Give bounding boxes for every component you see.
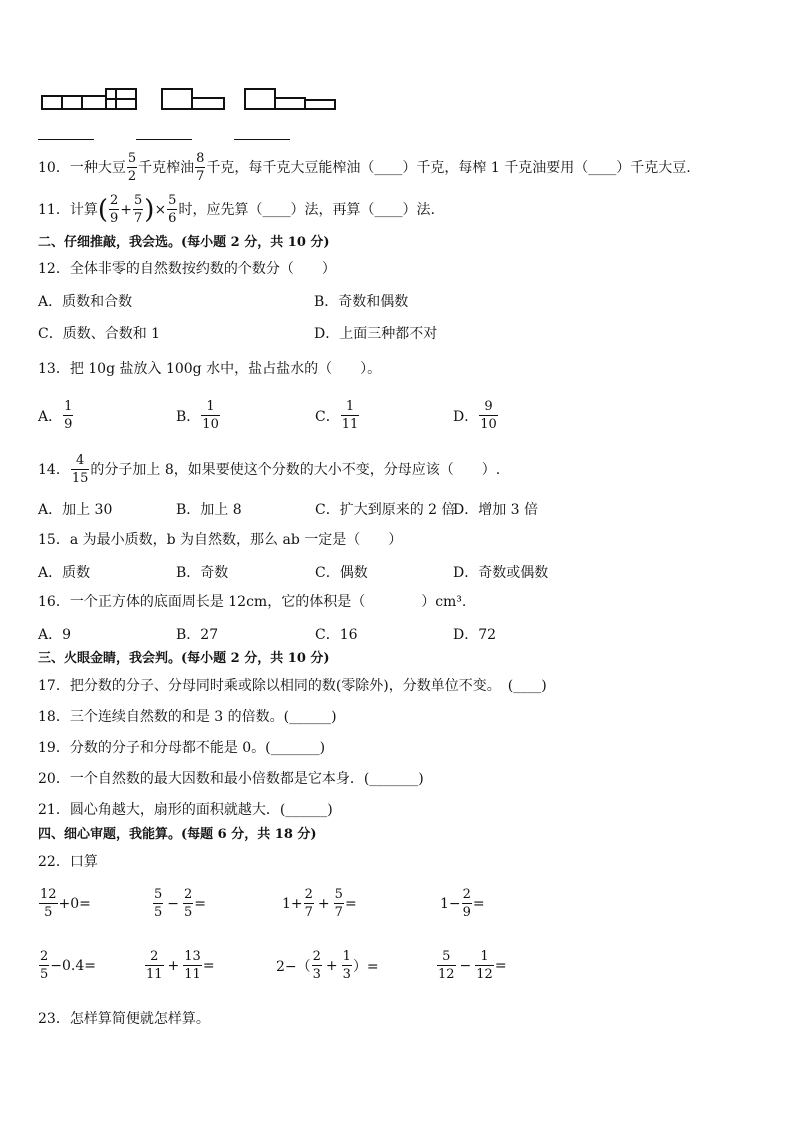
q15-option-b[interactable]: B．奇数 bbox=[176, 565, 229, 581]
answer-line-3 bbox=[234, 139, 290, 140]
fraction bbox=[153, 888, 163, 919]
q13-option-c[interactable] bbox=[315, 400, 360, 431]
question-18: 18．三个连续自然数的和是 3 的倍数。(______) bbox=[38, 709, 337, 725]
q14-option-d[interactable]: D．增加 3 倍 bbox=[453, 502, 539, 518]
question-number: 11．计算 bbox=[38, 201, 98, 218]
text: 1− bbox=[440, 895, 461, 912]
numerator: 2 bbox=[312, 949, 321, 964]
denominator: 9 bbox=[64, 417, 73, 432]
section-4-heading: 四、细心审题，我能算。(每题 6 分，共 18 分) bbox=[38, 827, 317, 842]
q14-option-a[interactable]: A．加上 30 bbox=[38, 502, 113, 518]
fraction bbox=[201, 400, 220, 431]
question-13: 13．把 10g 盐放入 100g 水中，盐占盐水的（ ）。 bbox=[38, 361, 382, 377]
denominator: 11 bbox=[341, 417, 359, 432]
fraction bbox=[133, 194, 143, 225]
text: 千克，每千克大豆能榨油（ bbox=[206, 159, 375, 176]
numerator: 1 bbox=[341, 400, 360, 416]
denominator: 11 bbox=[146, 967, 163, 982]
denominator: 3 bbox=[342, 967, 351, 982]
operator: − bbox=[167, 895, 180, 912]
numerator: 5 bbox=[334, 887, 343, 902]
numerator: 12 bbox=[40, 887, 57, 902]
calc-item-8 bbox=[436, 950, 507, 981]
fraction bbox=[63, 400, 73, 431]
fraction bbox=[304, 888, 314, 919]
fraction bbox=[145, 950, 164, 981]
fraction bbox=[437, 950, 456, 981]
text: = bbox=[472, 895, 485, 912]
numerator: 5 bbox=[154, 887, 163, 902]
q13-option-a[interactable] bbox=[38, 400, 74, 431]
q14-option-b[interactable]: B．加上 8 bbox=[176, 502, 242, 518]
question-12: 12．全体非零的自然数按约数的个数分（ ） bbox=[38, 261, 336, 277]
text: −0.4= bbox=[50, 957, 97, 974]
text: ）千克，每榨 1 千克油要用（ bbox=[402, 159, 589, 176]
denominator: 5 bbox=[184, 905, 193, 920]
fraction bbox=[167, 194, 177, 225]
question-number: 10． bbox=[38, 159, 70, 176]
text: = bbox=[202, 957, 215, 974]
q12-option-c[interactable]: C．质数、合数和 1 bbox=[38, 326, 161, 342]
section-3-heading: 三、火眼金睛，我会判。(每小题 2 分，共 10 分) bbox=[38, 651, 330, 666]
denominator: 5 bbox=[44, 905, 53, 920]
denominator: 10 bbox=[202, 417, 219, 432]
numerator: 13 bbox=[184, 949, 201, 964]
fraction bbox=[127, 152, 137, 183]
text: 2−（ bbox=[276, 958, 311, 975]
calc-item-5 bbox=[38, 950, 96, 981]
operator: + bbox=[167, 957, 180, 974]
denominator: 3 bbox=[312, 967, 321, 982]
denominator: 12 bbox=[438, 967, 455, 982]
numerator: 1 bbox=[342, 949, 351, 964]
question-15: 15．a 为最小质数，b 为自然数，那么 ab 一定是（ ） bbox=[38, 532, 403, 548]
denominator: 10 bbox=[480, 417, 497, 432]
denominator: 7 bbox=[334, 905, 343, 920]
text: 时，应先算（ bbox=[178, 201, 263, 218]
fraction bbox=[109, 194, 119, 225]
option-letter: B． bbox=[176, 408, 201, 425]
q16-option-d[interactable]: D．72 bbox=[453, 627, 497, 643]
numerator: 2 bbox=[184, 887, 193, 902]
q16-option-b[interactable]: B．27 bbox=[176, 627, 219, 643]
fraction bbox=[39, 950, 49, 981]
option-letter: D． bbox=[453, 408, 479, 425]
fraction bbox=[195, 152, 205, 183]
question-10 bbox=[38, 152, 691, 183]
answer-blank[interactable]: ____ bbox=[374, 159, 403, 176]
numerator: 2 bbox=[109, 193, 119, 208]
question-14 bbox=[38, 454, 500, 485]
operator: + bbox=[317, 895, 330, 912]
denominator: 15 bbox=[71, 471, 89, 486]
q13-option-d[interactable] bbox=[453, 400, 499, 431]
question-16: 16．一个正方体的底面周长是 12cm，它的体积是（ ）cm³. bbox=[38, 594, 467, 610]
numerator: 2 bbox=[462, 887, 471, 902]
answer-blank[interactable]: ____ bbox=[374, 201, 403, 218]
text: 千克榨油 bbox=[138, 159, 195, 176]
numerator: 9 bbox=[479, 400, 498, 416]
answer-blank[interactable]: ____ bbox=[262, 201, 291, 218]
calc-item-2 bbox=[152, 888, 206, 919]
fraction bbox=[71, 454, 90, 485]
operator: + bbox=[120, 201, 132, 218]
question-number: 14． bbox=[38, 461, 70, 478]
calc-item-1 bbox=[38, 888, 91, 919]
q13-option-b[interactable] bbox=[176, 400, 221, 431]
numerator: 8 bbox=[196, 151, 205, 166]
denominator: 5 bbox=[40, 967, 49, 982]
q16-option-a[interactable]: A．9 bbox=[38, 627, 72, 643]
fraction bbox=[312, 950, 322, 981]
text: ）= bbox=[352, 958, 379, 975]
denominator: 7 bbox=[134, 211, 143, 226]
denominator: 9 bbox=[462, 905, 471, 920]
numerator: 5 bbox=[168, 193, 177, 208]
question-20: 20．一个自然数的最大因数和最小倍数都是它本身．(_______) bbox=[38, 771, 424, 787]
text: 一种大豆 bbox=[69, 159, 126, 176]
answer-blank[interactable]: ____ bbox=[588, 159, 617, 176]
q12-option-d[interactable]: D．上面三种都不对 bbox=[314, 326, 438, 342]
operator: − bbox=[459, 957, 472, 974]
q12-option-a[interactable]: A．质数和合数 bbox=[38, 294, 133, 310]
calc-item-4 bbox=[440, 888, 485, 919]
q12-option-b[interactable]: B．奇数和偶数 bbox=[314, 294, 409, 310]
numerator: 2 bbox=[304, 887, 313, 902]
numerator: 1 bbox=[475, 950, 494, 966]
denominator: 7 bbox=[196, 169, 205, 184]
section-2-heading: 二、仔细推敲，我会选。(每小题 2 分，共 10 分) bbox=[38, 235, 330, 250]
fraction bbox=[39, 888, 58, 919]
q16-option-c[interactable]: C．16 bbox=[315, 627, 358, 643]
numerator: 1 bbox=[64, 399, 73, 414]
text: = bbox=[494, 957, 507, 974]
denominator: 12 bbox=[476, 967, 493, 982]
question-22-title: 22．口算 bbox=[38, 854, 98, 870]
fraction bbox=[475, 950, 494, 981]
denominator: 6 bbox=[168, 211, 177, 226]
numerator: 4 bbox=[71, 454, 90, 470]
header-box-graphic bbox=[40, 86, 340, 116]
text: ）法，再算（ bbox=[290, 201, 375, 218]
numerator: 1 bbox=[201, 400, 220, 416]
option-letter: C． bbox=[315, 408, 340, 425]
fraction bbox=[183, 950, 202, 981]
fraction bbox=[342, 950, 352, 981]
calc-item-6 bbox=[144, 950, 215, 981]
denominator: 9 bbox=[109, 211, 119, 226]
q15-option-c[interactable]: C．偶数 bbox=[315, 565, 368, 581]
q15-option-d[interactable]: D．奇数或偶数 bbox=[453, 565, 549, 581]
denominator: 7 bbox=[304, 905, 313, 920]
fraction bbox=[334, 888, 344, 919]
paren: ) bbox=[144, 194, 155, 225]
operator: + bbox=[325, 957, 338, 974]
fraction bbox=[341, 400, 360, 431]
answer-line-1 bbox=[38, 139, 94, 140]
calc-item-7 bbox=[276, 950, 379, 981]
text: ）法. bbox=[402, 201, 435, 218]
operator: × bbox=[154, 201, 167, 218]
numerator: 5 bbox=[134, 193, 143, 208]
paren: ( bbox=[97, 194, 108, 225]
numerator: 5 bbox=[127, 151, 137, 166]
denominator: 5 bbox=[154, 905, 163, 920]
question-21: 21．圆心角越大，扇形的面积就越大．(______) bbox=[38, 802, 333, 818]
fraction bbox=[462, 888, 472, 919]
question-17: 17．把分数的分子、分母同时乘或除以相同的数(零除外)，分数单位不变。 (____) bbox=[38, 678, 547, 694]
question-23: 23．怎样算简便就怎样算。 bbox=[38, 1011, 210, 1027]
text: 1+ bbox=[282, 895, 303, 912]
denominator: 2 bbox=[127, 169, 137, 184]
text: +0= bbox=[58, 895, 91, 912]
q15-option-a[interactable]: A．质数 bbox=[38, 565, 91, 581]
text: ）千克大豆. bbox=[616, 159, 691, 176]
question-19: 19．分数的分子和分母都不能是 0。(_______) bbox=[38, 740, 326, 756]
q14-option-c[interactable]: C．扩大到原来的 2 倍 bbox=[315, 502, 456, 518]
text: = bbox=[194, 895, 207, 912]
text: 的分子加上 8，如果要使这个分数的大小不变，分母应该（ ）. bbox=[90, 461, 501, 478]
answer-line-2 bbox=[136, 139, 192, 140]
numerator: 2 bbox=[145, 950, 164, 966]
numerator: 5 bbox=[437, 950, 456, 966]
fraction bbox=[183, 888, 193, 919]
denominator: 11 bbox=[184, 967, 201, 982]
calc-item-3 bbox=[282, 888, 357, 919]
option-letter: A． bbox=[38, 408, 63, 425]
text: = bbox=[344, 895, 357, 912]
fraction bbox=[479, 400, 498, 431]
question-11 bbox=[38, 194, 435, 225]
numerator: 2 bbox=[40, 949, 49, 964]
